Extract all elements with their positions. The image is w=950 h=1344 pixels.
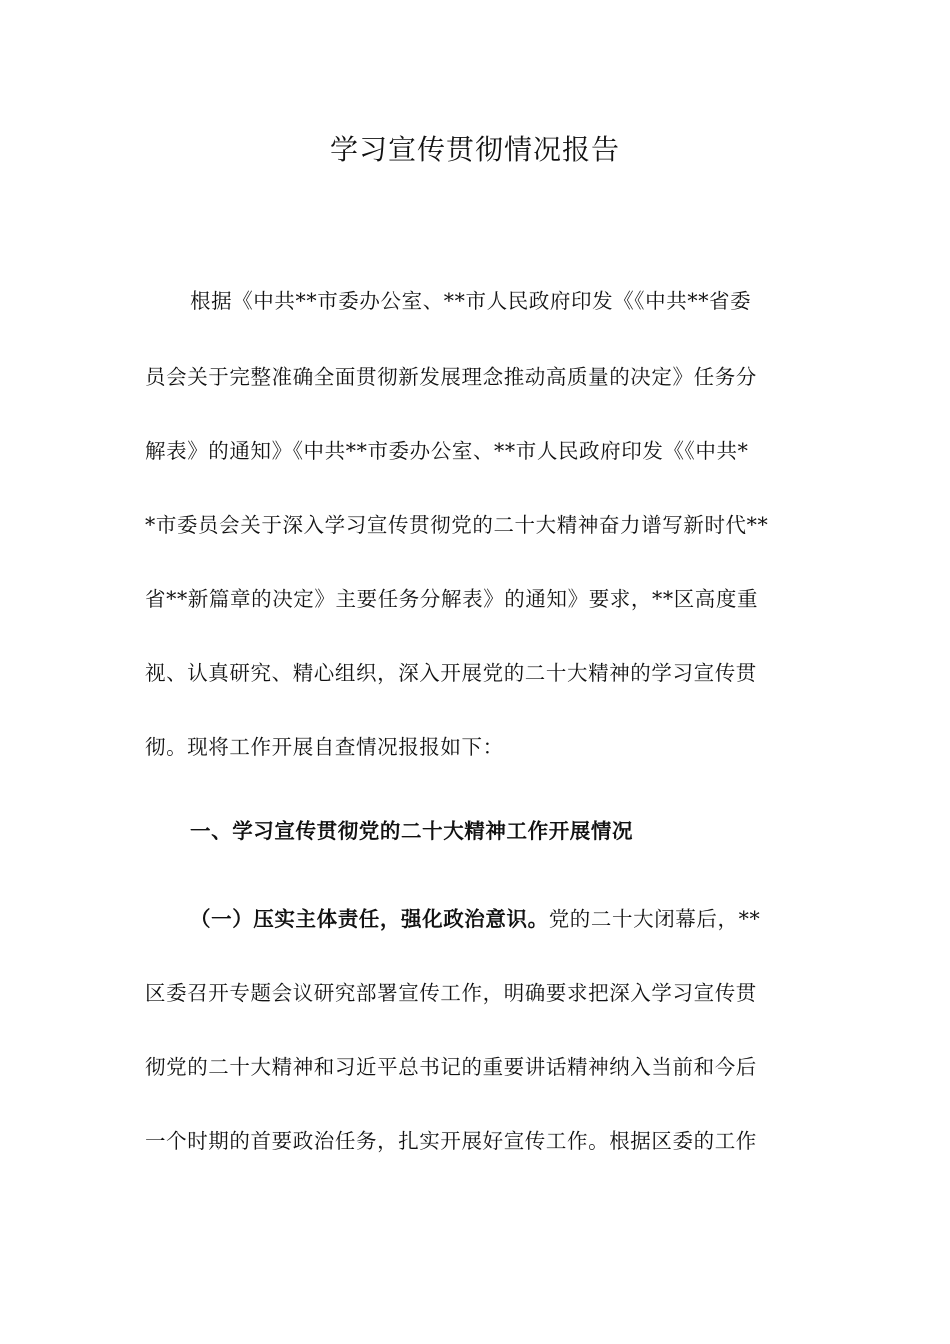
intro-line-3: 解表》的通知》《中共**市委办公室、**市人民政府印发《《中共* (145, 439, 749, 463)
subsection-line-4: 一个时期的首要政治任务，扎实开展好宣传工作。根据区委的工作 (145, 1129, 757, 1153)
subsection-line-2: 区委召开专题会议研究部署宣传工作，明确要求把深入学习宣传贯 (145, 981, 757, 1005)
subsection-line-3: 彻党的二十大精神和习近平总书记的重要讲话精神纳入当前和今后 (145, 1055, 757, 1079)
document-title: 学习宣传贯彻情况报告 (329, 133, 620, 166)
intro-line-1: 根据《中共**市委办公室、**市人民政府印发《《中共**省委 (190, 289, 752, 313)
intro-line-5: 省**新篇章的决定》主要任务分解表》的通知》要求，**区高度重 (145, 587, 759, 611)
intro-line-6: 视、认真研究、精心组织，深入开展党的二十大精神的学习宣传贯 (145, 661, 757, 685)
intro-line-2: 员会关于完整准确全面贯彻新发展理念推动高质量的决定》任务分 (145, 365, 757, 389)
subsection-heading: （一）压实主体责任，强化政治意识。 (190, 907, 549, 931)
subsection-first-line-text: 党的二十大闭幕后，** (548, 907, 761, 931)
intro-line-4: *市委员会关于深入学习宣传贯彻党的二十大精神奋力谱写新时代** (145, 513, 769, 537)
subsection-first-line (190, 904, 805, 934)
intro-line-7: 彻。现将工作开展自查情况报报如下： (145, 735, 504, 759)
section-heading: 一、学习宣传贯彻党的二十大精神工作开展情况 (190, 819, 634, 843)
